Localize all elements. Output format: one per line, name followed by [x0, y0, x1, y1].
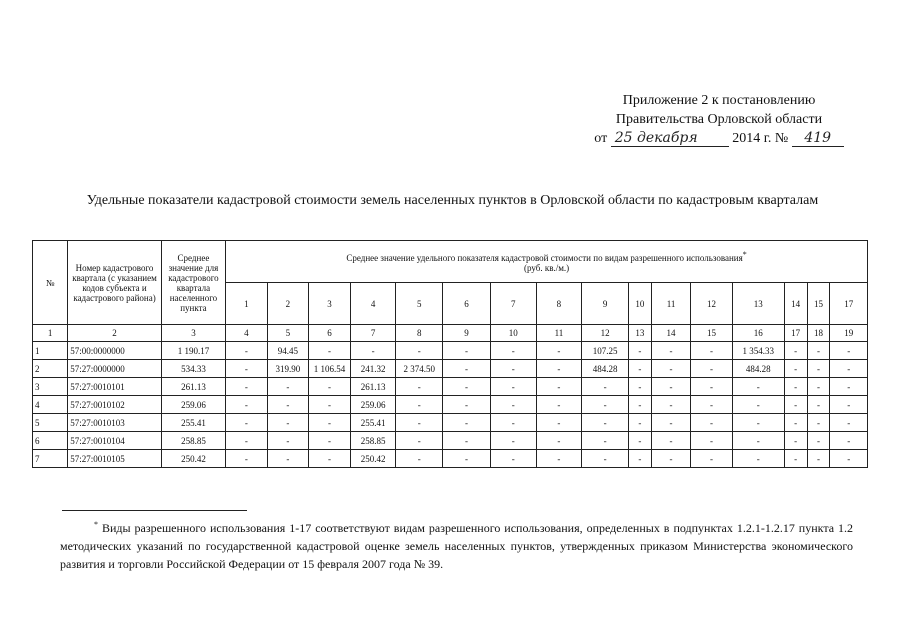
- table-row: [33, 432, 868, 450]
- usage-value: -: [691, 396, 733, 414]
- row-number: 6: [33, 432, 68, 450]
- from-label: от: [594, 131, 608, 146]
- usage-value: -: [628, 378, 651, 396]
- usage-col-header: 12: [691, 283, 733, 325]
- usage-value: -: [628, 396, 651, 414]
- index-cell: 7: [350, 325, 396, 342]
- usage-value: -: [267, 450, 309, 468]
- table-row: [33, 360, 868, 378]
- usage-value: -: [691, 342, 733, 360]
- avg-value: 250.42: [161, 450, 225, 468]
- usage-value: -: [651, 396, 690, 414]
- usage-value: -: [226, 342, 268, 360]
- usage-col-header: 6: [443, 283, 491, 325]
- usage-value: -: [582, 450, 629, 468]
- row-number: 4: [33, 396, 68, 414]
- index-cell: 15: [691, 325, 733, 342]
- footnote-divider: [62, 510, 247, 511]
- usage-value: -: [396, 378, 443, 396]
- header-group-text: Среднее значение удельного показателя кадастровой стоимости по видам разрешенного использования: [346, 253, 743, 263]
- index-cell: 2: [68, 325, 161, 342]
- usage-value: -: [830, 342, 868, 360]
- usage-value: -: [651, 450, 690, 468]
- usage-value: -: [536, 396, 582, 414]
- usage-value: -: [628, 432, 651, 450]
- usage-col-header: 15: [807, 283, 830, 325]
- usage-value: -: [807, 378, 830, 396]
- header-group-mark: *: [742, 250, 747, 259]
- usage-col-header: 11: [651, 283, 690, 325]
- usage-value: -: [582, 378, 629, 396]
- quarter-number: 57:27:0010101: [68, 378, 161, 396]
- index-cell: 16: [732, 325, 784, 342]
- appendix-line-2: Правительства Орловской области: [615, 112, 823, 127]
- usage-value: 259.06: [350, 396, 396, 414]
- index-cell: 17: [784, 325, 807, 342]
- avg-value: 259.06: [161, 396, 225, 414]
- usage-value: -: [830, 414, 868, 432]
- usage-value: -: [226, 378, 268, 396]
- usage-value: -: [490, 378, 536, 396]
- header-avg: Среднее значение для кадастрового квартала населенного пункта: [161, 241, 225, 325]
- usage-value: -: [267, 432, 309, 450]
- usage-value: -: [536, 414, 582, 432]
- usage-value: -: [226, 450, 268, 468]
- row-number: 2: [33, 360, 68, 378]
- usage-value: -: [784, 414, 807, 432]
- usage-value: -: [830, 360, 868, 378]
- usage-value: -: [226, 414, 268, 432]
- document-title: Удельные показатели кадастровой стоимости земель населенных пунктов в Орловской области по кадастровым кварталам: [86, 193, 819, 208]
- usage-col-header: 2: [267, 283, 309, 325]
- usage-value: 94.45: [267, 342, 309, 360]
- row-number: 5: [33, 414, 68, 432]
- row-number: 7: [33, 450, 68, 468]
- index-cell: 5: [267, 325, 309, 342]
- row-number: 1: [33, 342, 68, 360]
- usage-value: -: [732, 378, 784, 396]
- usage-value: -: [691, 360, 733, 378]
- usage-value: -: [830, 396, 868, 414]
- usage-col-header: 1: [226, 283, 268, 325]
- usage-value: -: [628, 414, 651, 432]
- footnote-text: Виды разрешенного использования 1-17 соответствуют видам разрешенного использования, определенных в подпунктах 1.2.1-1.2.17 пункта 1.2 методических указаний по государственной кадастровой оценке земель населенных пунктов, утвержденных приказом Министерства экономического развития и торговли Российской Федерации от 15 февраля 2007 года № 39.: [60, 521, 854, 571]
- usage-value: -: [226, 360, 268, 378]
- usage-value: -: [490, 450, 536, 468]
- usage-value: -: [582, 396, 629, 414]
- usage-value: -: [396, 432, 443, 450]
- usage-value: -: [651, 414, 690, 432]
- index-cell: 8: [396, 325, 443, 342]
- handwritten-number: 419: [792, 131, 844, 147]
- usage-value: -: [691, 378, 733, 396]
- usage-value: -: [309, 414, 351, 432]
- usage-value: -: [396, 342, 443, 360]
- usage-col-header: 3: [309, 283, 351, 325]
- usage-value: -: [443, 360, 491, 378]
- usage-value: -: [732, 432, 784, 450]
- header-quarter: Номер кадастрового квартала (с указанием кодов субъекта и кадастрового района): [68, 241, 161, 325]
- usage-value: -: [309, 396, 351, 414]
- quarter-number: 57:27:0010103: [68, 414, 161, 432]
- usage-value: -: [490, 432, 536, 450]
- header-row-1: [33, 241, 868, 283]
- table-row: [33, 450, 868, 468]
- usage-value: -: [807, 450, 830, 468]
- usage-value: -: [628, 342, 651, 360]
- year-label: 2014 г. №: [732, 131, 789, 146]
- appendix-line-1: Приложение 2 к постановлению: [622, 93, 816, 108]
- avg-value: 1 190.17: [161, 342, 225, 360]
- index-cell: 11: [536, 325, 582, 342]
- usage-value: -: [732, 450, 784, 468]
- usage-value: -: [807, 360, 830, 378]
- usage-value: -: [267, 378, 309, 396]
- usage-value: 250.42: [350, 450, 396, 468]
- usage-value: -: [830, 378, 868, 396]
- index-row: [33, 325, 868, 342]
- appendix-header: [589, 91, 849, 148]
- usage-col-header: 4: [350, 283, 396, 325]
- quarter-number: 57:00:0000000: [68, 342, 161, 360]
- usage-value: -: [830, 432, 868, 450]
- cadastral-table: [32, 240, 868, 468]
- quarter-number: 57:27:0000000: [68, 360, 161, 378]
- usage-value: 255.41: [350, 414, 396, 432]
- footnote-mark: *: [94, 520, 98, 529]
- usage-value: 258.85: [350, 432, 396, 450]
- usage-value: -: [536, 378, 582, 396]
- table-row: [33, 342, 868, 360]
- index-cell: 4: [226, 325, 268, 342]
- usage-value: -: [226, 432, 268, 450]
- header-no: №: [33, 241, 68, 325]
- usage-value: -: [691, 414, 733, 432]
- usage-value: 484.28: [732, 360, 784, 378]
- usage-col-header: 8: [536, 283, 582, 325]
- usage-value: 261.13: [350, 378, 396, 396]
- usage-value: -: [536, 450, 582, 468]
- usage-col-header: 14: [784, 283, 807, 325]
- usage-value: -: [830, 450, 868, 468]
- usage-value: -: [443, 414, 491, 432]
- index-cell: 6: [309, 325, 351, 342]
- usage-value: 241.32: [350, 360, 396, 378]
- index-cell: 3: [161, 325, 225, 342]
- usage-value: 319.90: [267, 360, 309, 378]
- index-cell: 14: [651, 325, 690, 342]
- usage-value: -: [732, 396, 784, 414]
- usage-value: -: [309, 378, 351, 396]
- usage-value: -: [490, 360, 536, 378]
- usage-col-header: 5: [396, 283, 443, 325]
- avg-value: 534.33: [161, 360, 225, 378]
- row-number: 3: [33, 378, 68, 396]
- usage-value: -: [396, 450, 443, 468]
- usage-value: -: [691, 432, 733, 450]
- usage-value: -: [784, 396, 807, 414]
- usage-value: -: [443, 378, 491, 396]
- header-group: [226, 241, 868, 283]
- index-cell: 12: [582, 325, 629, 342]
- usage-col-header: 10: [628, 283, 651, 325]
- avg-value: 258.85: [161, 432, 225, 450]
- usage-value: -: [309, 432, 351, 450]
- index-cell: 10: [490, 325, 536, 342]
- index-cell: 1: [33, 325, 68, 342]
- usage-value: -: [490, 414, 536, 432]
- usage-col-header: 13: [732, 283, 784, 325]
- usage-value: -: [784, 432, 807, 450]
- usage-value: -: [536, 342, 582, 360]
- usage-value: -: [807, 396, 830, 414]
- usage-value: -: [651, 378, 690, 396]
- usage-value: -: [628, 360, 651, 378]
- usage-value: -: [350, 342, 396, 360]
- usage-value: -: [784, 378, 807, 396]
- usage-value: -: [443, 450, 491, 468]
- index-cell: 9: [443, 325, 491, 342]
- usage-value: -: [490, 396, 536, 414]
- usage-value: -: [807, 342, 830, 360]
- table-row: [33, 414, 868, 432]
- header-group-unit: (руб. кв./м.): [523, 263, 570, 273]
- avg-value: 261.13: [161, 378, 225, 396]
- usage-value: -: [226, 396, 268, 414]
- usage-value: 1 354.33: [732, 342, 784, 360]
- usage-value: 1 106.54: [309, 360, 351, 378]
- usage-value: -: [443, 432, 491, 450]
- usage-value: -: [582, 432, 629, 450]
- usage-value: -: [628, 450, 651, 468]
- table-row: [33, 378, 868, 396]
- usage-value: -: [490, 342, 536, 360]
- usage-value: -: [732, 414, 784, 432]
- index-cell: 18: [807, 325, 830, 342]
- quarter-number: 57:27:0010105: [68, 450, 161, 468]
- appendix-line-3: [589, 129, 849, 148]
- usage-value: -: [267, 414, 309, 432]
- usage-value: 484.28: [582, 360, 629, 378]
- usage-value: 2 374.50: [396, 360, 443, 378]
- usage-value: -: [784, 360, 807, 378]
- usage-value: -: [536, 432, 582, 450]
- index-cell: 13: [628, 325, 651, 342]
- usage-value: -: [396, 414, 443, 432]
- usage-value: -: [784, 342, 807, 360]
- usage-value: -: [443, 342, 491, 360]
- usage-value: -: [807, 432, 830, 450]
- usage-value: -: [536, 360, 582, 378]
- table-row: [33, 396, 868, 414]
- usage-value: -: [784, 450, 807, 468]
- usage-value: -: [651, 342, 690, 360]
- usage-value: -: [443, 396, 491, 414]
- usage-value: -: [267, 396, 309, 414]
- footnote: [60, 516, 853, 573]
- usage-value: -: [651, 432, 690, 450]
- avg-value: 255.41: [161, 414, 225, 432]
- quarter-number: 57:27:0010102: [68, 396, 161, 414]
- usage-value: -: [651, 360, 690, 378]
- usage-value: -: [582, 414, 629, 432]
- usage-value: -: [309, 450, 351, 468]
- usage-value: -: [807, 414, 830, 432]
- usage-value: -: [309, 342, 351, 360]
- usage-value: 107.25: [582, 342, 629, 360]
- usage-value: -: [396, 396, 443, 414]
- usage-col-header: 17: [830, 283, 868, 325]
- usage-value: -: [691, 450, 733, 468]
- usage-col-header: 7: [490, 283, 536, 325]
- usage-col-header: 9: [582, 283, 629, 325]
- handwritten-date: 25 декабря: [611, 131, 729, 147]
- quarter-number: 57:27:0010104: [68, 432, 161, 450]
- index-cell: 19: [830, 325, 868, 342]
